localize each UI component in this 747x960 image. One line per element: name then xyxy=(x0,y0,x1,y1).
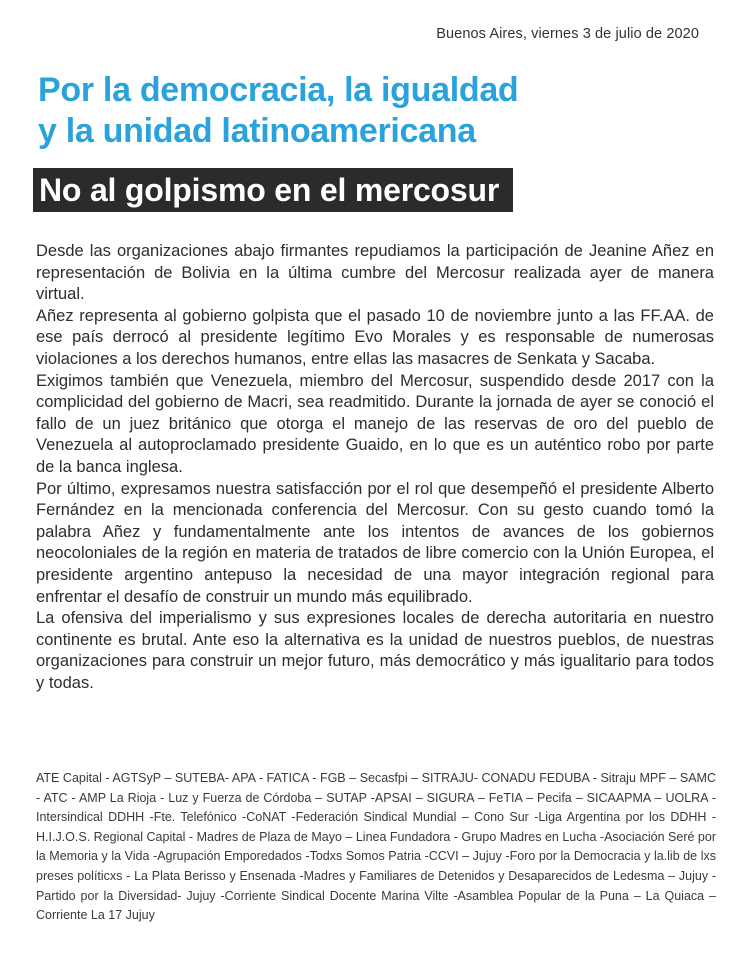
statement-body xyxy=(36,241,714,694)
paragraph-5: La ofensiva del imperialismo y sus expresiones locales de derecha autoritaria en nuestro continente es brutal. Ante eso la alternativa es la unidad de nuestros pueblos, de nuestras organizaciones para construir un mejor futuro, más democrático y más igualitario para todos y todas. xyxy=(36,609,714,692)
dateline: Buenos Aires, viernes 3 de julio de 2020 xyxy=(436,26,699,42)
headline-line-1: Por la democracia, la igualdad xyxy=(38,71,519,109)
headline xyxy=(38,70,518,152)
subheadline-banner: No al golpismo en el mercosur xyxy=(33,168,513,212)
paragraph-1: Desde las organizaciones abajo firmantes repudiamos la participación de Jeanine Añez en representación de Bolivia en la última cumbre del Mercosur realizada ayer de manera virtual. xyxy=(36,242,714,304)
paragraph-3: Exigimos también que Venezuela, miembro del Mercosur, suspendido desde 2017 con la complicidad del gobierno de Macri, sea readmitido. Durante la jornada de ayer se conoció el fallo de un juez británico que otorga el manejo de las reservas de oro del pueblo de Venezuela al autoproclamado presidente Guaido, en lo que es un auténtico robo por parte de la banca inglesa. xyxy=(36,371,714,476)
paragraph-4: Por último, expresamos nuestra satisfacción por el rol que desempeñó el presidente Alberto Fernández en la mencionada conferencia del Mercosur. Con su gesto cuando tomó la palabra Añez y fundamentalmente ante los intentos de avances de los gobiernos neocoloniales de la región en materia de tratados de libre comercio con la Unión Europea, el presidente argentino antepuso la necesidad de una mayor integración regional para enfrentar el desafío de construir un mundo más equilibrado. xyxy=(36,479,714,606)
headline-line-2: y la unidad latinoamericana xyxy=(38,112,476,150)
signatory-organizations: ATE Capital - AGTSyP – SUTEBA- APA - FATICA - FGB – Secasfpi – SITRAJU- CONADU FEDUBA - Sitraju MPF – SAMC - ATC - AMP La Rioja - Luz y Fuerza de Córdoba – SUTAP -APSAI – SIGURA – FeTIA – Pecifa – SICAAPMA – UOLRA - Intersindical DDHH -Fte. Telefónico -CoNAT -Federación Sindical Mundial – Cono Sur -Liga Argentina por los DDHH -H.I.J.O.S. Regional Capital - Madres de Plaza de Mayo – Linea Fundadora - Grupo Madres en Lucha -Asociación Seré por la Memoria y la Vida -Agrupación Emporedados -Todxs Somos Patria -CCVI – Jujuy -Foro por la Democracia y la.lib de lxs preses políticxs - La Plata Berisso y Ensenada -Madres y Familiares de Detenidos y Desaparecidos de Ledesma – Jujuy -Partido por la Diversidad- Jujuy -Corriente Sindical Docente Marina Vilte -Asamblea Popular de la Puna – La Quiaca – Corriente La 17 Jujuy xyxy=(36,771,716,923)
paragraph-2: Añez representa al gobierno golpista que el pasado 10 de noviembre junto a las FF.AA. de ese país derrocó al presidente legítimo Evo Morales y es responsable de numerosas violaciones a los derechos humanos, entre ellas las masacres de Senkata y Sacaba. xyxy=(36,306,714,368)
